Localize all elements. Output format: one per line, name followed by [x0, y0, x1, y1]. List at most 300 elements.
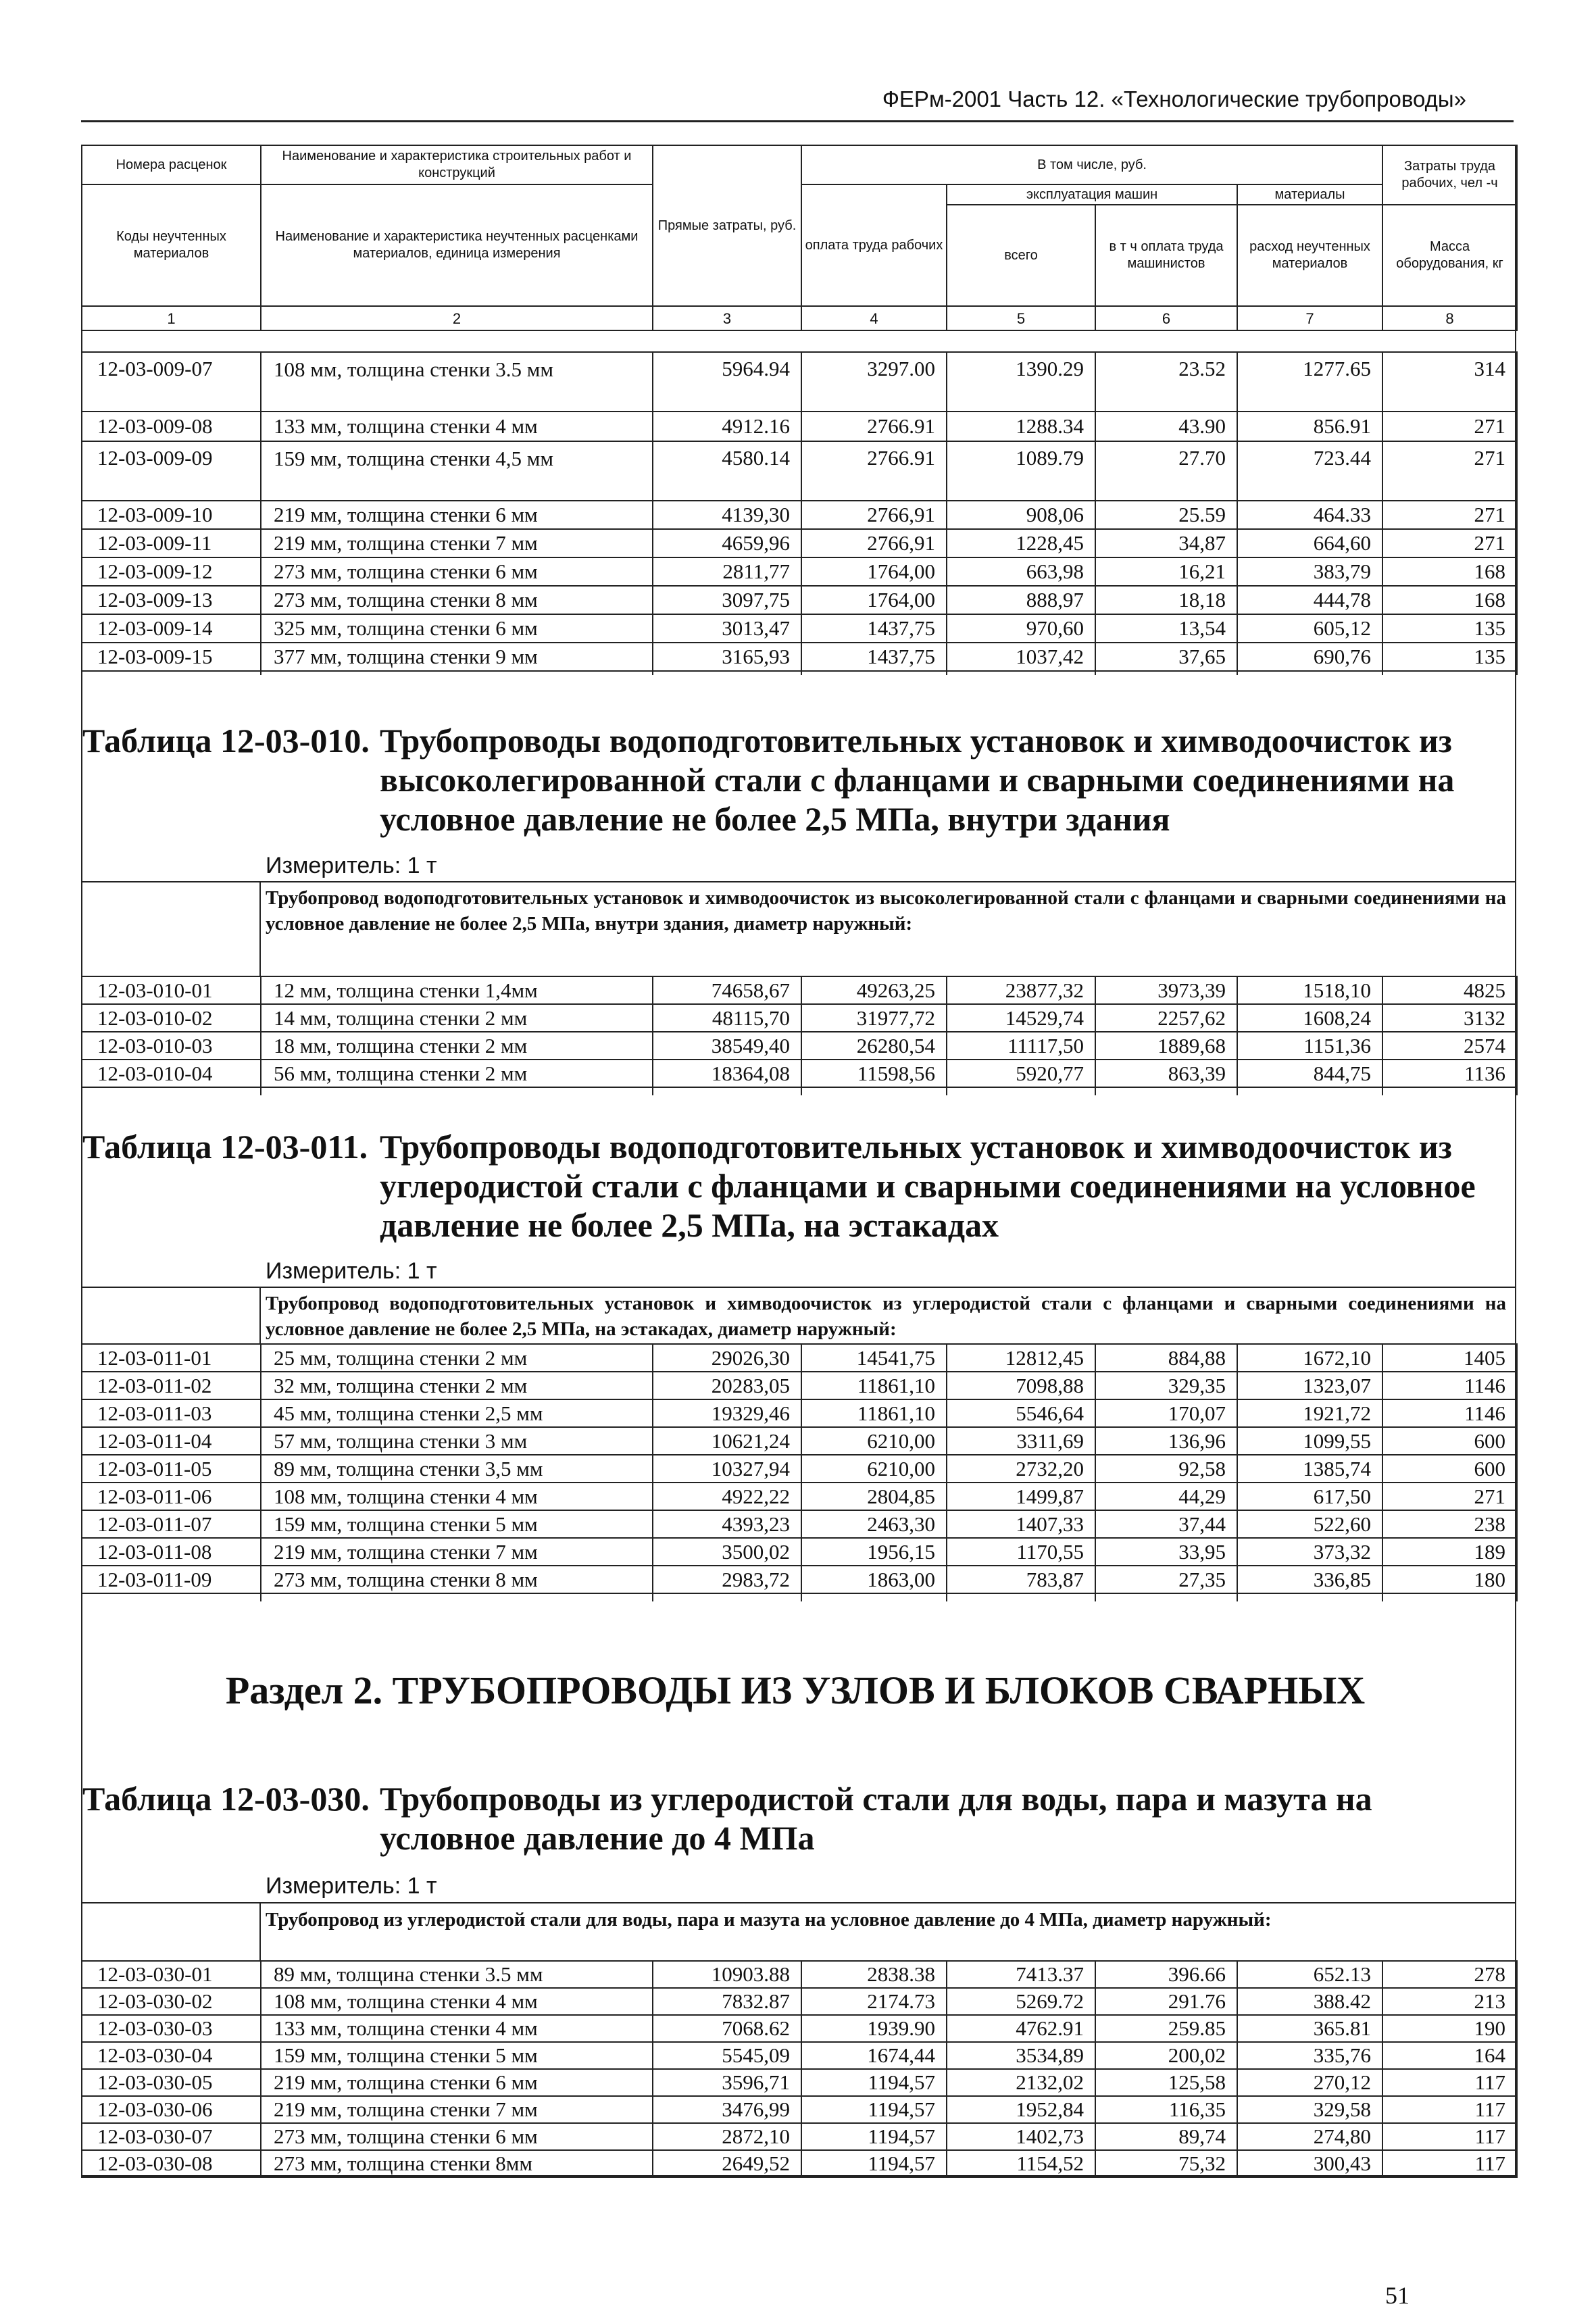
header-rule	[81, 120, 1514, 122]
col-naim2: Наименование и характеристика неучтенных расценками материалов, единица измерения	[261, 184, 653, 306]
rate-description: 273 мм, толщина стенки 8мм	[261, 2150, 653, 2177]
col-num-1: 1	[82, 306, 261, 330]
rule	[259, 1287, 261, 1345]
direct-costs: 3013,47	[653, 614, 801, 643]
direct-costs: 3165,93	[653, 643, 801, 671]
machines-total: 1037,42	[947, 643, 1095, 671]
labor-hours: 135	[1382, 614, 1517, 643]
machinist-pay: 23.52	[1095, 352, 1237, 412]
labor-hours: 180	[1382, 1566, 1517, 1593]
machines-total: 783,87	[947, 1566, 1095, 1593]
table-010-title	[82, 721, 1508, 839]
direct-costs: 10327,94	[653, 1455, 801, 1483]
labor-pay: 1194,57	[801, 2150, 947, 2177]
machinist-pay: 33,95	[1095, 1538, 1237, 1566]
machinist-pay: 43.90	[1095, 412, 1237, 441]
rate-code: 12-03-009-11	[82, 529, 261, 557]
table-030-label: Таблица 12-03-030.	[82, 1780, 370, 1818]
labor-hours: 164	[1382, 2042, 1517, 2069]
labor-hours: 168	[1382, 557, 1517, 586]
machines-total: 11117,50	[947, 1032, 1095, 1060]
labor-pay: 2766,91	[801, 529, 947, 557]
col-pryamye: Прямые затраты, руб.	[653, 145, 801, 306]
machinist-pay: 259.85	[1095, 2015, 1237, 2042]
labor-pay: 2766,91	[801, 501, 947, 529]
labor-pay: 1194,57	[801, 2096, 947, 2123]
labor-pay: 1437,75	[801, 643, 947, 671]
materials: 329,58	[1237, 2096, 1382, 2123]
machinist-pay: 13,54	[1095, 614, 1237, 643]
rule	[81, 881, 1515, 882]
machinist-pay: 200,02	[1095, 2042, 1237, 2069]
materials: 335,76	[1237, 2042, 1382, 2069]
labor-pay: 11598,56	[801, 1060, 947, 1087]
rate-description: 273 мм, толщина стенки 8 мм	[261, 586, 653, 614]
rate-code: 12-03-009-14	[82, 614, 261, 643]
direct-costs: 4393,23	[653, 1510, 801, 1538]
rule	[259, 881, 261, 977]
rate-description: 108 мм, толщина стенки 4 мм	[261, 1483, 653, 1510]
col-vtch: в т ч оплата труда машинистов	[1095, 205, 1237, 306]
direct-costs: 29026,30	[653, 1344, 801, 1372]
table-row	[82, 529, 1517, 557]
table-row	[82, 2015, 1517, 2042]
rate-code: 12-03-010-01	[82, 976, 261, 1004]
labor-hours: 1405	[1382, 1344, 1517, 1372]
labor-pay: 11861,10	[801, 1372, 947, 1399]
rate-code: 12-03-010-03	[82, 1032, 261, 1060]
labor-pay: 1764,00	[801, 586, 947, 614]
labor-pay: 1956,15	[801, 1538, 947, 1566]
direct-costs: 7068.62	[653, 2015, 801, 2042]
col-zatraty: Затраты труда рабочих, чел -ч	[1382, 145, 1517, 205]
rule	[81, 1287, 1515, 1288]
machines-total: 970,60	[947, 614, 1095, 643]
labor-hours: 190	[1382, 2015, 1517, 2042]
materials: 1277.65	[1237, 352, 1382, 412]
rate-code: 12-03-009-12	[82, 557, 261, 586]
table-row	[82, 1538, 1517, 1566]
labor-hours: 117	[1382, 2150, 1517, 2177]
rate-description: 18 мм, толщина стенки 2 мм	[261, 1032, 653, 1060]
table-010-name: Трубопроводы водоподготовительных установок и химводоочисток из высоколегированной стали с фланцами и сварными соединениями на условное давление не более 2,5 МПа, внутри здания	[380, 722, 1455, 838]
rate-code: 12-03-030-07	[82, 2123, 261, 2150]
table-row	[82, 2069, 1517, 2096]
table-row	[82, 412, 1517, 441]
table-030-subtitle: Трубопровод из углеродистой стали для воды, пара и мазута на условное давление до 4 МПа, диаметр наружный:	[266, 1909, 1272, 1931]
labor-hours: 135	[1382, 643, 1517, 671]
materials: 1099,55	[1237, 1427, 1382, 1455]
table-row	[82, 1988, 1517, 2015]
materials: 664,60	[1237, 529, 1382, 557]
rule	[81, 1902, 1515, 1903]
labor-hours: 168	[1382, 586, 1517, 614]
col-kody: Коды неучтенных материалов	[82, 184, 261, 306]
machinist-pay: 125,58	[1095, 2069, 1237, 2096]
machinist-pay: 329,35	[1095, 1372, 1237, 1399]
labor-pay: 1674,44	[801, 2042, 947, 2069]
machinist-pay: 92,58	[1095, 1455, 1237, 1483]
machines-total: 3311,69	[947, 1427, 1095, 1455]
table-row	[82, 1399, 1517, 1427]
table-row	[82, 557, 1517, 586]
table-row	[82, 501, 1517, 529]
col-num-8: 8	[1382, 306, 1517, 330]
rate-description: 108 мм, толщина стенки 3.5 мм	[261, 352, 653, 412]
machines-total: 5269.72	[947, 1988, 1095, 2015]
rate-description: 25 мм, толщина стенки 2 мм	[261, 1344, 653, 1372]
labor-hours: 1146	[1382, 1372, 1517, 1399]
materials: 723.44	[1237, 441, 1382, 501]
labor-pay: 1863,00	[801, 1566, 947, 1593]
machines-total: 14529,74	[947, 1004, 1095, 1032]
rate-code: 12-03-030-04	[82, 2042, 261, 2069]
rate-code: 12-03-030-01	[82, 1961, 261, 1988]
labor-pay: 1939.90	[801, 2015, 947, 2042]
materials: 605,12	[1237, 614, 1382, 643]
rate-description: 133 мм, толщина стенки 4 мм	[261, 412, 653, 441]
rate-description: 56 мм, толщина стенки 2 мм	[261, 1060, 653, 1087]
direct-costs: 10903.88	[653, 1961, 801, 1988]
col-num-6: 6	[1095, 306, 1237, 330]
table-010-label: Таблица 12-03-010.	[82, 722, 370, 760]
col-materialy: материалы	[1237, 184, 1382, 205]
machines-total: 1154,52	[947, 2150, 1095, 2177]
machines-total: 7098,88	[947, 1372, 1095, 1399]
running-title: ФЕРм-2001 Часть 12. «Технологические трубопроводы»	[882, 86, 1466, 111]
machines-total: 908,06	[947, 501, 1095, 529]
rate-code: 12-03-030-06	[82, 2096, 261, 2123]
rate-code: 12-03-010-02	[82, 1004, 261, 1032]
labor-hours: 189	[1382, 1538, 1517, 1566]
table-row	[82, 2123, 1517, 2150]
rate-description: 108 мм, толщина стенки 4 мм	[261, 1988, 653, 2015]
machinist-pay: 116,35	[1095, 2096, 1237, 2123]
direct-costs: 4139,30	[653, 501, 801, 529]
rate-code: 12-03-011-05	[82, 1455, 261, 1483]
materials: 1151,36	[1237, 1032, 1382, 1060]
direct-costs: 4912.16	[653, 412, 801, 441]
direct-costs: 48115,70	[653, 1004, 801, 1032]
table-row	[82, 1483, 1517, 1510]
machinist-pay: 1889,68	[1095, 1032, 1237, 1060]
table-row	[82, 1566, 1517, 1593]
machinist-pay: 884,88	[1095, 1344, 1237, 1372]
direct-costs: 2872,10	[653, 2123, 801, 2150]
rate-description: 273 мм, толщина стенки 8 мм	[261, 1566, 653, 1593]
labor-hours: 271	[1382, 529, 1517, 557]
machines-total: 7413.37	[947, 1961, 1095, 1988]
col-vsego: всего	[947, 205, 1095, 306]
machinist-pay: 291.76	[1095, 1988, 1237, 2015]
rate-code: 12-03-011-07	[82, 1510, 261, 1538]
labor-pay: 2463,30	[801, 1510, 947, 1538]
machinist-pay: 2257,62	[1095, 1004, 1237, 1032]
direct-costs: 3097,75	[653, 586, 801, 614]
machines-total: 1402,73	[947, 2123, 1095, 2150]
direct-costs: 3476,99	[653, 2096, 801, 2123]
direct-costs: 19329,46	[653, 1399, 801, 1427]
labor-pay: 6210,00	[801, 1455, 947, 1483]
machines-total: 2132,02	[947, 2069, 1095, 2096]
col-naim: Наименование и характеристика строительных работ и конструкций	[261, 145, 653, 184]
table-030-title	[82, 1779, 1508, 1858]
rate-code: 12-03-011-02	[82, 1372, 261, 1399]
rate-description: 219 мм, толщина стенки 7 мм	[261, 2096, 653, 2123]
direct-costs: 2649,52	[653, 2150, 801, 2177]
rate-code: 12-03-030-05	[82, 2069, 261, 2096]
direct-costs: 20283,05	[653, 1372, 801, 1399]
rate-description: 159 мм, толщина стенки 5 мм	[261, 2042, 653, 2069]
table-030	[81, 1960, 1518, 2178]
rate-code: 12-03-009-08	[82, 412, 261, 441]
labor-hours: 600	[1382, 1455, 1517, 1483]
rate-description: 14 мм, толщина стенки 2 мм	[261, 1004, 653, 1032]
materials: 274,80	[1237, 2123, 1382, 2150]
table-row	[82, 441, 1517, 501]
direct-costs: 3596,71	[653, 2069, 801, 2096]
materials: 1608,24	[1237, 1004, 1382, 1032]
table-011-subtitle: Трубопровод водоподготовительных установок и химводоочисток из углеродистой стали с фланцами и сварными соединениями на условное давление не более 2,5 МПа, на эстакадах, диаметр наружный:	[266, 1293, 1506, 1340]
labor-hours: 238	[1382, 1510, 1517, 1538]
table-009	[81, 351, 1518, 675]
direct-costs: 7832.87	[653, 1988, 801, 2015]
rate-code: 12-03-030-02	[82, 1988, 261, 2015]
rate-description: 45 мм, толщина стенки 2,5 мм	[261, 1399, 653, 1427]
table-row	[82, 1032, 1517, 1060]
direct-costs: 2983,72	[653, 1566, 801, 1593]
rate-description: 219 мм, толщина стенки 6 мм	[261, 501, 653, 529]
machines-total: 3534,89	[947, 2042, 1095, 2069]
materials: 444,78	[1237, 586, 1382, 614]
table-row	[82, 1510, 1517, 1538]
col-num-2: 2	[261, 306, 653, 330]
table-010-unit: Измеритель: 1 т	[266, 853, 437, 878]
materials: 522,60	[1237, 1510, 1382, 1538]
direct-costs: 4922,22	[653, 1483, 801, 1510]
table-011-title	[82, 1127, 1508, 1245]
direct-costs: 3500,02	[653, 1538, 801, 1566]
labor-pay: 2804,85	[801, 1483, 947, 1510]
labor-hours: 271	[1382, 441, 1517, 501]
table-row	[82, 976, 1517, 1004]
rate-code: 12-03-009-07	[82, 352, 261, 412]
rate-code: 12-03-010-04	[82, 1060, 261, 1087]
rate-code: 12-03-009-15	[82, 643, 261, 671]
machines-total: 1089.79	[947, 441, 1095, 501]
rate-description: 219 мм, толщина стенки 6 мм	[261, 2069, 653, 2096]
rate-description: 89 мм, толщина стенки 3.5 мм	[261, 1961, 653, 1988]
col-num-7: 7	[1237, 306, 1382, 330]
rate-code: 12-03-009-09	[82, 441, 261, 501]
machines-total: 5920,77	[947, 1060, 1095, 1087]
col-num-3: 3	[653, 306, 801, 330]
rate-code: 12-03-011-08	[82, 1538, 261, 1566]
table-row	[82, 2042, 1517, 2069]
table-row	[82, 643, 1517, 671]
rate-description: 57 мм, толщина стенки 3 мм	[261, 1427, 653, 1455]
direct-costs: 2811,77	[653, 557, 801, 586]
materials: 1672,10	[1237, 1344, 1382, 1372]
machinist-pay: 25.59	[1095, 501, 1237, 529]
machinist-pay: 396.66	[1095, 1961, 1237, 1988]
rate-code: 12-03-011-03	[82, 1399, 261, 1427]
labor-pay: 2766.91	[801, 412, 947, 441]
materials: 1921,72	[1237, 1399, 1382, 1427]
rate-code: 12-03-030-08	[82, 2150, 261, 2177]
direct-costs: 18364,08	[653, 1060, 801, 1087]
direct-costs: 38549,40	[653, 1032, 801, 1060]
materials: 336,85	[1237, 1566, 1382, 1593]
labor-hours: 271	[1382, 412, 1517, 441]
rate-description: 89 мм, толщина стенки 3,5 мм	[261, 1455, 653, 1483]
labor-hours: 1146	[1382, 1399, 1517, 1427]
col-massa: Масса оборудования, кг	[1382, 205, 1517, 306]
rate-description: 377 мм, толщина стенки 9 мм	[261, 643, 653, 671]
table-row	[82, 1372, 1517, 1399]
machinist-pay: 863,39	[1095, 1060, 1237, 1087]
labor-hours: 314	[1382, 352, 1517, 412]
col-nomera: Номера расценок	[82, 145, 261, 184]
rate-description: 133 мм, толщина стенки 4 мм	[261, 2015, 653, 2042]
rate-code: 12-03-011-06	[82, 1483, 261, 1510]
materials: 844,75	[1237, 1060, 1382, 1087]
machinist-pay: 18,18	[1095, 586, 1237, 614]
machines-total: 1170,55	[947, 1538, 1095, 1566]
labor-hours: 117	[1382, 2096, 1517, 2123]
machinist-pay: 27,35	[1095, 1566, 1237, 1593]
rule	[259, 1902, 261, 1962]
column-header	[81, 145, 1518, 331]
materials: 617,50	[1237, 1483, 1382, 1510]
labor-hours: 117	[1382, 2069, 1517, 2096]
materials: 383,79	[1237, 557, 1382, 586]
labor-pay: 1437,75	[801, 614, 947, 643]
table-row	[82, 1004, 1517, 1032]
materials: 373,32	[1237, 1538, 1382, 1566]
rate-description: 325 мм, толщина стенки 6 мм	[261, 614, 653, 643]
rate-description: 273 мм, толщина стенки 6 мм	[261, 2123, 653, 2150]
labor-pay: 2174.73	[801, 1988, 947, 2015]
rate-code: 12-03-009-10	[82, 501, 261, 529]
table-030-unit: Измеритель: 1 т	[266, 1873, 437, 1899]
table-011-name: Трубопроводы водоподготовительных установок и химводоочисток из углеродистой стали с фланцами и сварными соединениями на условное давление не более 2,5 МПа, на эстакадах	[380, 1128, 1476, 1244]
materials: 652.13	[1237, 1961, 1382, 1988]
col-rashod: расход неучтенных материалов	[1237, 205, 1382, 306]
labor-hours: 271	[1382, 1483, 1517, 1510]
rate-description: 159 мм, толщина стенки 4,5 мм	[261, 441, 653, 501]
materials: 1518,10	[1237, 976, 1382, 1004]
materials: 300,43	[1237, 2150, 1382, 2177]
table-row	[82, 614, 1517, 643]
labor-hours: 278	[1382, 1961, 1517, 1988]
table-011	[81, 1343, 1518, 1601]
machinist-pay: 89,74	[1095, 2123, 1237, 2150]
materials: 464.33	[1237, 501, 1382, 529]
table-row	[82, 586, 1517, 614]
rate-description: 273 мм, толщина стенки 6 мм	[261, 557, 653, 586]
table-030-name: Трубопроводы из углеродистой стали для воды, пара и мазута на условное давление до 4 МПа	[380, 1780, 1372, 1857]
machinist-pay: 37,44	[1095, 1510, 1237, 1538]
table-row	[82, 1961, 1517, 1988]
machines-total: 1407,33	[947, 1510, 1095, 1538]
table-row	[82, 1427, 1517, 1455]
table-row	[82, 352, 1517, 412]
direct-costs: 10621,24	[653, 1427, 801, 1455]
labor-pay: 6210,00	[801, 1427, 947, 1455]
rate-code: 12-03-009-13	[82, 586, 261, 614]
materials: 1385,74	[1237, 1455, 1382, 1483]
materials: 856.91	[1237, 412, 1382, 441]
machines-total: 888,97	[947, 586, 1095, 614]
table-row	[82, 1344, 1517, 1372]
section-2-title: Раздел 2. ТРУБОПРОВОДЫ ИЗ УЗЛОВ И БЛОКОВ СВАРНЫХ	[225, 1668, 1366, 1712]
rate-code: 12-03-011-04	[82, 1427, 261, 1455]
labor-hours: 600	[1382, 1427, 1517, 1455]
table-010	[81, 976, 1518, 1095]
labor-hours: 4825	[1382, 976, 1517, 1004]
labor-pay: 1194,57	[801, 2123, 947, 2150]
machines-total: 1952,84	[947, 2096, 1095, 2123]
labor-pay: 2838.38	[801, 1961, 947, 1988]
direct-costs: 4659,96	[653, 529, 801, 557]
machines-total: 1288.34	[947, 412, 1095, 441]
rate-description: 32 мм, толщина стенки 2 мм	[261, 1372, 653, 1399]
rate-code: 12-03-030-03	[82, 2015, 261, 2042]
col-vtomchisle: В том числе, руб.	[801, 145, 1382, 184]
col-oplata: оплата труда рабочих	[801, 184, 947, 306]
machinist-pay: 170,07	[1095, 1399, 1237, 1427]
materials: 690,76	[1237, 643, 1382, 671]
labor-pay: 2766.91	[801, 441, 947, 501]
table-row	[82, 1455, 1517, 1483]
machines-total: 1228,45	[947, 529, 1095, 557]
labor-pay: 14541,75	[801, 1344, 947, 1372]
rate-description: 219 мм, толщина стенки 7 мм	[261, 1538, 653, 1566]
machinist-pay: 3973,39	[1095, 976, 1237, 1004]
materials: 1323,07	[1237, 1372, 1382, 1399]
machinist-pay: 37,65	[1095, 643, 1237, 671]
labor-hours: 271	[1382, 501, 1517, 529]
machines-total: 4762.91	[947, 2015, 1095, 2042]
labor-hours: 213	[1382, 1988, 1517, 2015]
machinist-pay: 27.70	[1095, 441, 1237, 501]
labor-hours: 2574	[1382, 1032, 1517, 1060]
labor-pay: 26280,54	[801, 1032, 947, 1060]
machinist-pay: 44,29	[1095, 1483, 1237, 1510]
labor-hours: 1136	[1382, 1060, 1517, 1087]
labor-pay: 31977,72	[801, 1004, 947, 1032]
labor-pay: 1764,00	[801, 557, 947, 586]
machines-total: 2732,20	[947, 1455, 1095, 1483]
direct-costs: 5964.94	[653, 352, 801, 412]
machinist-pay: 16,21	[1095, 557, 1237, 586]
direct-costs: 5545,09	[653, 2042, 801, 2069]
rate-description: 159 мм, толщина стенки 5 мм	[261, 1510, 653, 1538]
machines-total: 5546,64	[947, 1399, 1095, 1427]
labor-hours: 3132	[1382, 1004, 1517, 1032]
direct-costs: 74658,67	[653, 976, 801, 1004]
table-010-subtitle: Трубопровод водоподготовительных установок и химводоочисток из высоколегированной стали с фланцами и сварными соединениями на условное давление не более 2,5 МПа, внутри здания, диаметр наружный:	[266, 887, 1506, 935]
table-row	[82, 1060, 1517, 1087]
labor-pay: 3297.00	[801, 352, 947, 412]
machines-total: 1390.29	[947, 352, 1095, 412]
machines-total: 12812,45	[947, 1344, 1095, 1372]
table-011-label: Таблица 12-03-011.	[82, 1128, 368, 1166]
machines-total: 663,98	[947, 557, 1095, 586]
materials: 270,12	[1237, 2069, 1382, 2096]
labor-pay: 49263,25	[801, 976, 947, 1004]
